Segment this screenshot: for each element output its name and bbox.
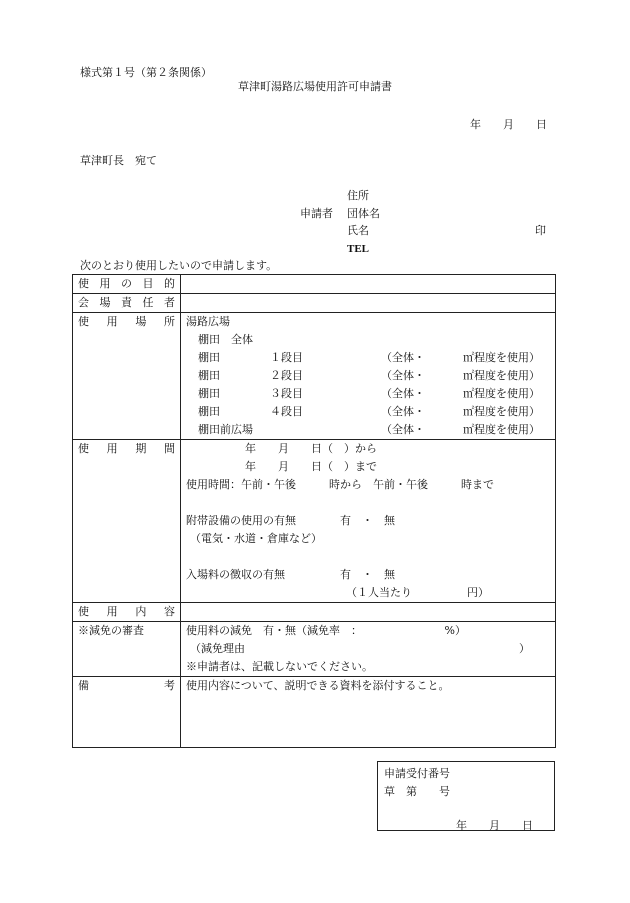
- usage-hours: 使用時間：午前・午後 時から 午前・午後 時まで: [186, 478, 494, 491]
- label-char: 会: [78, 296, 89, 309]
- content-label: [73, 603, 181, 622]
- content-row: [73, 603, 556, 622]
- place-main: 湯路広場: [186, 315, 230, 328]
- review-line-1: 使用料の減免 有・無（減免率 ： %）: [186, 624, 466, 637]
- address-label: 住所: [347, 189, 369, 202]
- period-label: [73, 440, 181, 603]
- site-row[interactable]: [186, 385, 550, 403]
- remarks-field[interactable]: [181, 677, 556, 748]
- site-suffix: ㎡程度を使用）: [463, 369, 540, 382]
- label-char: 容: [163, 605, 175, 618]
- site-step: ３段目: [270, 387, 303, 400]
- tel-label: TEL: [347, 243, 370, 255]
- label-char: 用: [106, 315, 118, 328]
- date-month-label: 月: [503, 118, 514, 131]
- intro-text: 次のとおり使用したいので申請します。: [80, 259, 278, 272]
- admission-fee: 入場料の徴収の有無 有 ・ 無: [186, 568, 395, 581]
- site-row[interactable]: [186, 367, 550, 385]
- period-row: [73, 440, 556, 603]
- site-step: ２段目: [270, 369, 303, 382]
- label-char: 間: [163, 442, 175, 455]
- addressee: 草津町長 宛て: [80, 154, 157, 167]
- place-label-text: [78, 313, 175, 331]
- site-prefix: （全体・: [381, 387, 425, 400]
- review-line-2: [186, 640, 550, 658]
- review-reason-close: ）: [519, 642, 530, 655]
- site-prefix: （全体・: [381, 423, 425, 436]
- label-char: 内: [135, 605, 147, 618]
- site-row[interactable]: [186, 349, 550, 367]
- equipment-note: （電気・水道・倉庫など）: [190, 532, 322, 545]
- label-char: 場: [99, 296, 111, 309]
- receipt-date: 年 月 日: [456, 819, 533, 832]
- remarks-label-text: [78, 677, 175, 695]
- review-label-text: ※減免の審査: [78, 624, 144, 637]
- purpose-row: [73, 275, 556, 294]
- site-prefix: （全体・: [381, 369, 425, 382]
- label-char: 備: [78, 679, 89, 692]
- label-char: 所: [163, 315, 175, 328]
- review-label: [73, 622, 181, 677]
- label-char: 者: [164, 296, 175, 309]
- manager-field[interactable]: [181, 294, 556, 313]
- period-field[interactable]: [181, 440, 556, 603]
- label-char: 責: [121, 296, 132, 309]
- site-row[interactable]: [186, 421, 550, 439]
- label-char: の: [121, 277, 132, 290]
- purpose-field[interactable]: [181, 275, 556, 294]
- manager-label-text: [78, 294, 175, 312]
- receipt-title: 申請受付番号: [384, 767, 450, 780]
- site-suffix: ㎡程度を使用）: [463, 423, 540, 436]
- label-char: 使: [78, 277, 89, 290]
- content-field[interactable]: [181, 603, 556, 622]
- label-char: 任: [142, 296, 154, 309]
- group-name-label: 団体名: [347, 207, 380, 220]
- applicant-label: 申請者: [300, 207, 333, 220]
- date-day-label: 日: [536, 118, 547, 131]
- place-all: 棚田 全体: [198, 333, 253, 346]
- receipt-box: [377, 761, 555, 831]
- site-row[interactable]: [186, 403, 550, 421]
- site-list: [186, 349, 550, 439]
- application-table: [72, 274, 556, 748]
- seal-mark: 印: [535, 224, 546, 237]
- site-suffix: ㎡程度を使用）: [463, 405, 540, 418]
- label-char: 目: [142, 277, 154, 290]
- site-suffix: ㎡程度を使用）: [463, 351, 540, 364]
- label-char: 期: [135, 442, 147, 455]
- period-to: 年 月 日（ ）まで: [245, 460, 377, 473]
- purpose-label: [73, 275, 181, 294]
- site-name: 棚田: [198, 405, 220, 418]
- site-prefix: （全体・: [381, 405, 425, 418]
- manager-label: [73, 294, 181, 313]
- site-name: 棚田: [198, 369, 220, 382]
- review-line-3: ※申請者は、記載しないでください。: [186, 660, 373, 673]
- site-suffix: ㎡程度を使用）: [463, 387, 540, 400]
- application-date: [470, 118, 547, 132]
- site-step: ４段目: [270, 405, 303, 418]
- document-title: 草津町湯路広場使用許可申請書: [238, 80, 392, 93]
- label-char: 的: [164, 277, 175, 290]
- label-char: 使: [78, 315, 89, 328]
- review-field: [181, 622, 556, 677]
- label-char: 使: [78, 442, 89, 455]
- place-row: [73, 313, 556, 440]
- label-char: 場: [135, 315, 147, 328]
- place-label: [73, 313, 181, 440]
- remarks-text: 使用内容について、説明できる資料を添付すること。: [186, 679, 450, 692]
- receipt-number: 草 第 号: [384, 785, 450, 798]
- purpose-label-text: [78, 275, 175, 293]
- site-name: 棚田: [198, 387, 220, 400]
- review-row: [73, 622, 556, 677]
- manager-row: [73, 294, 556, 313]
- label-char: 使: [78, 605, 89, 618]
- label-char: 用: [99, 277, 111, 290]
- name-label: 氏名: [347, 224, 369, 237]
- label-char: 用: [106, 605, 118, 618]
- site-prefix: （全体・: [381, 351, 425, 364]
- site-step: １段目: [270, 351, 303, 364]
- equipment-usage: 附帯設備の使用の有無 有 ・ 無: [186, 514, 395, 527]
- label-char: 考: [164, 679, 175, 692]
- period-from: 年 月 日（ ）から: [245, 442, 377, 455]
- form-number: 様式第１号（第２条関係）: [80, 66, 212, 79]
- review-reason-open: （減免理由: [190, 642, 245, 655]
- admission-note: （１人当たり 円）: [346, 586, 489, 599]
- place-field[interactable]: [181, 313, 556, 440]
- date-year-label: 年: [470, 118, 481, 131]
- period-label-text: [78, 440, 175, 458]
- content-label-text: [78, 603, 175, 621]
- remarks-label: [73, 677, 181, 748]
- site-name: 棚田前広場: [198, 423, 253, 436]
- remarks-row: [73, 677, 556, 748]
- label-char: 用: [106, 442, 118, 455]
- site-name: 棚田: [198, 351, 220, 364]
